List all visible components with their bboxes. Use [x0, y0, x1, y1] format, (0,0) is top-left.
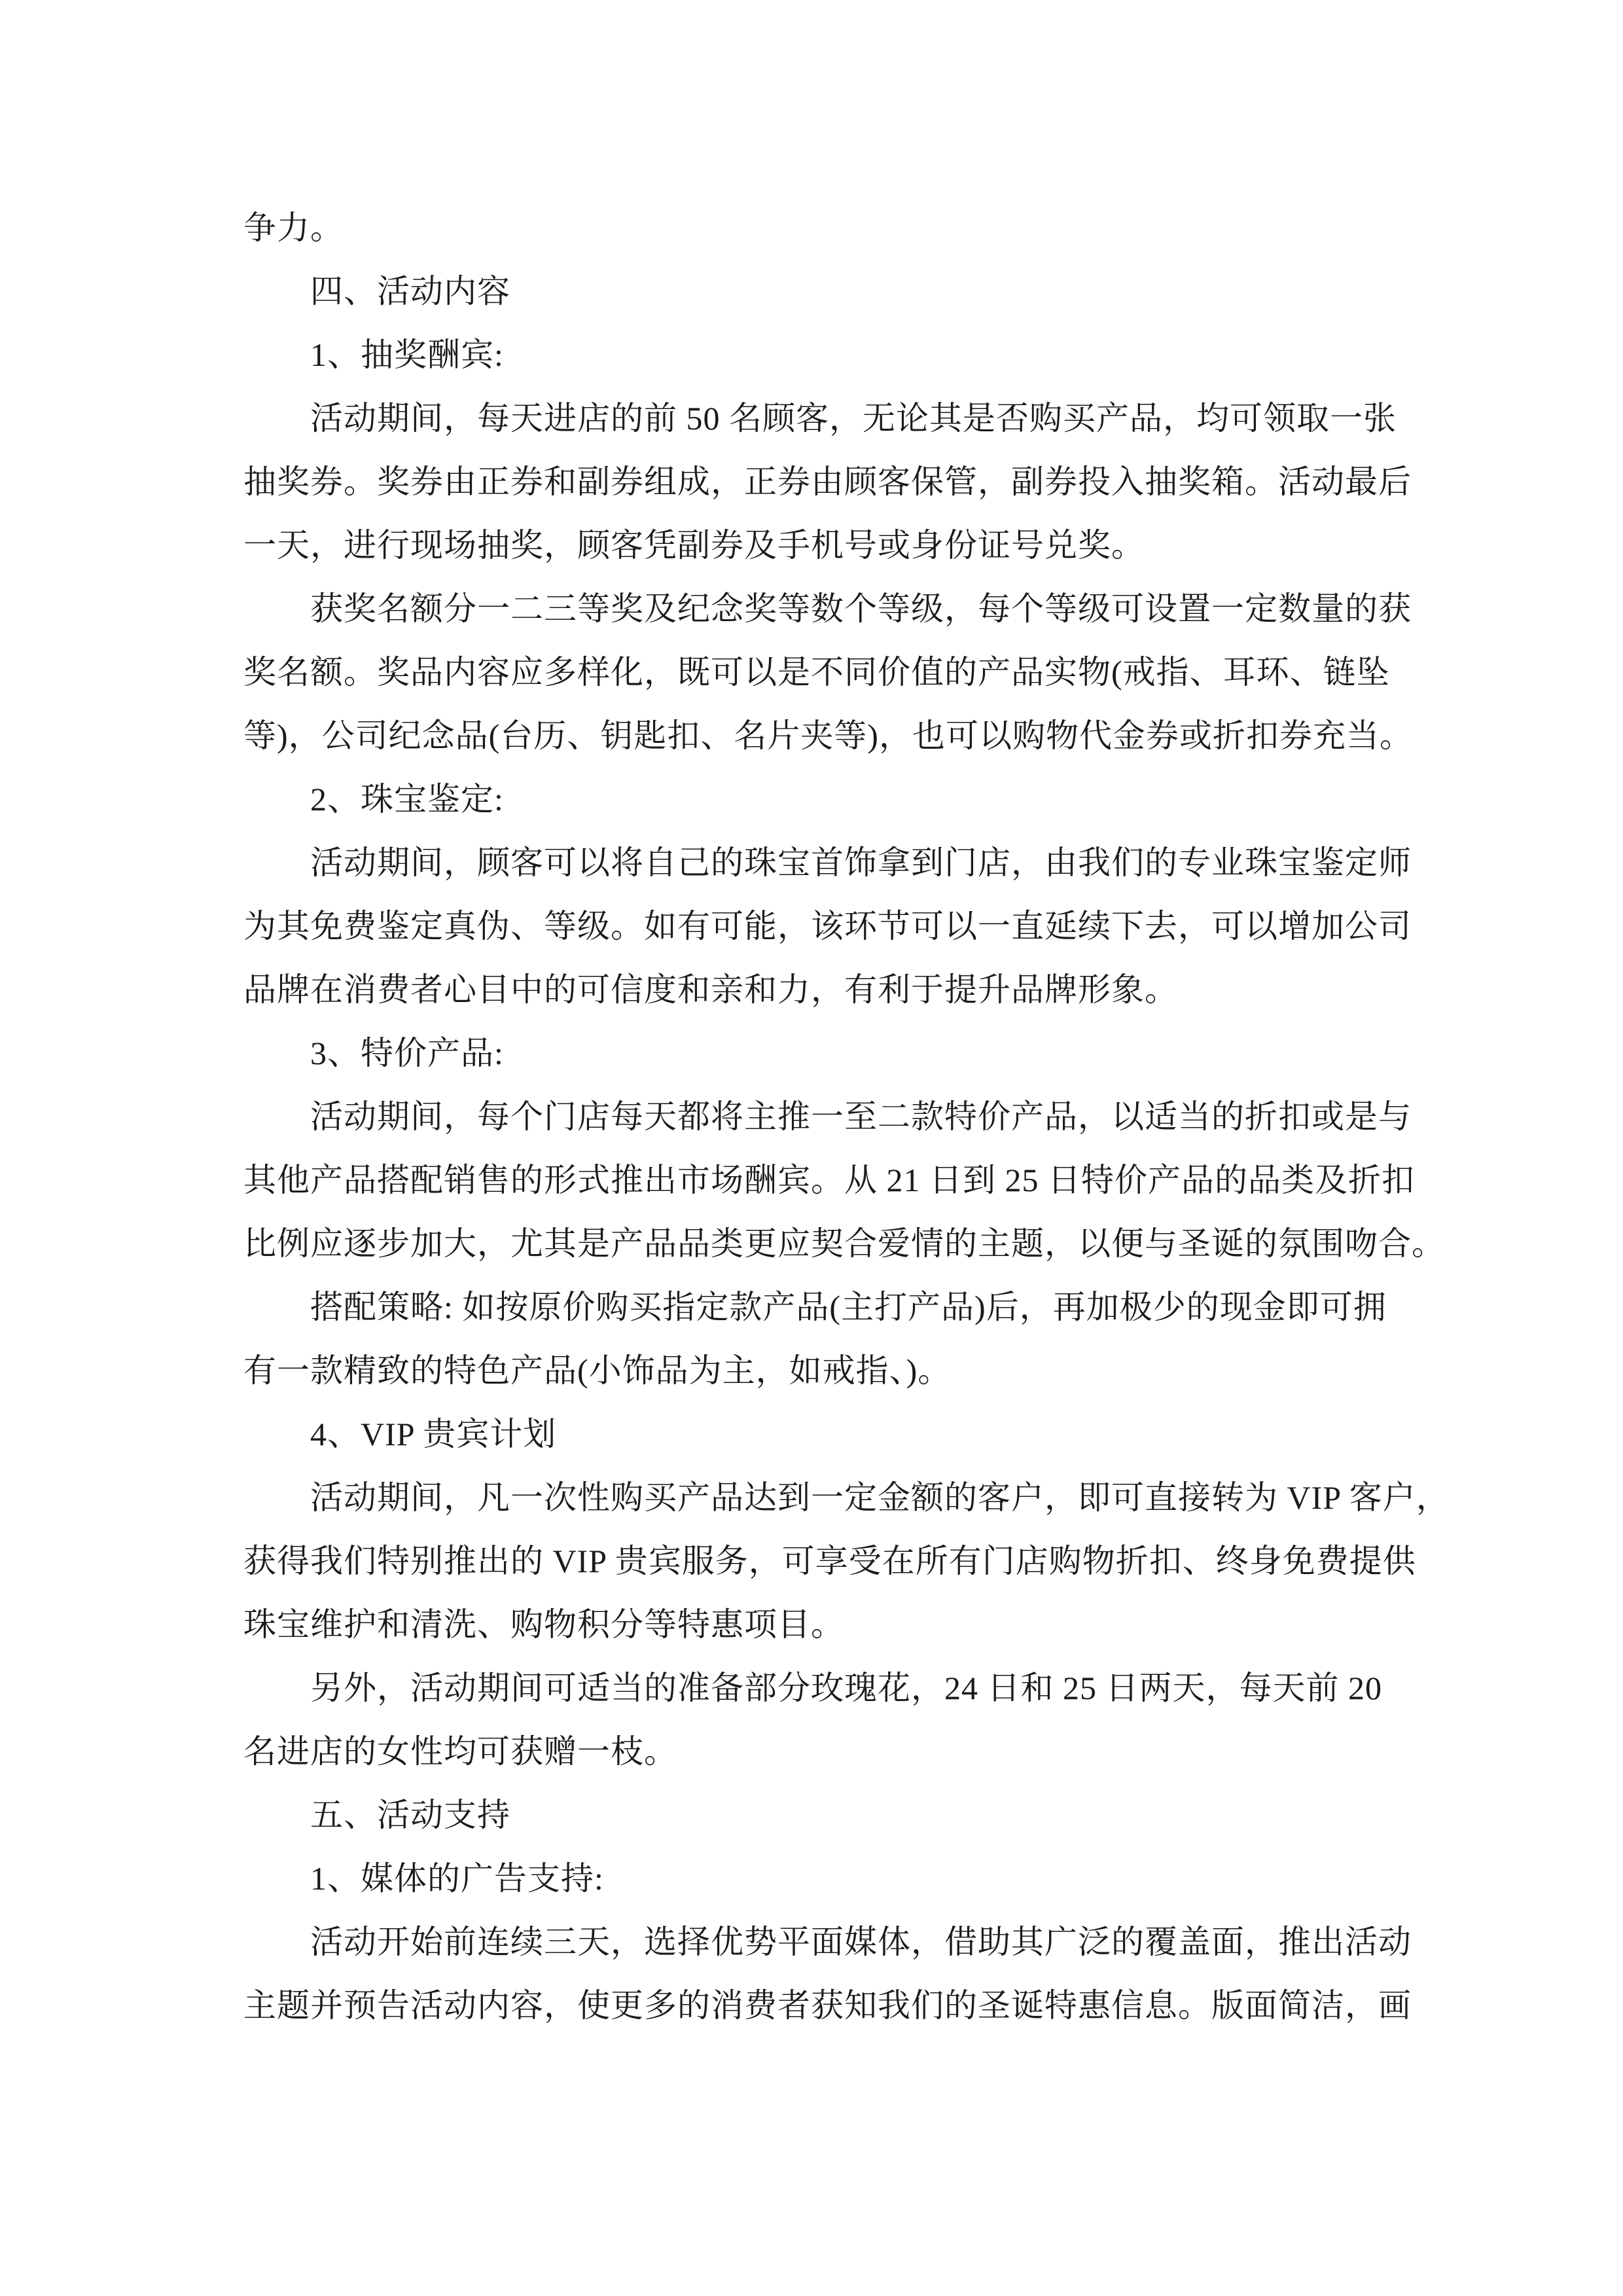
text-line: 有一款精致的特色产品(小饰品为主，如戒指、)。 — [243, 1352, 952, 1389]
text-line: 活动期间，每个门店每天都将主推一至二款特价产品，以适当的折扣或是与 — [310, 1098, 1412, 1135]
text-line: 另外，活动期间可适当的准备部分玫瑰花，24 日和 25 日两天，每天前 20 — [310, 1670, 1382, 1706]
text-line: 搭配策略: 如按原价购买指定款产品(主打产品)后，再加极少的现金即可拥 — [310, 1289, 1387, 1325]
text-line: 获奖名额分一二三等奖及纪念奖等数个等级，每个等级可设置一定数量的获 — [310, 590, 1412, 627]
text-line: 1、抽奖酬宾: — [310, 336, 504, 373]
text-line: 2、珠宝鉴定: — [310, 781, 504, 817]
text-line: 五、活动支持 — [310, 1797, 510, 1833]
text-line: 品牌在消费者心目中的可信度和亲和力，有利于提升品牌形象。 — [243, 971, 1178, 1008]
text-line: 主题并预告活动内容，使更多的消费者获知我们的圣诞特惠信息。版面简洁，画 — [243, 1987, 1412, 2024]
text-line: 为其免费鉴定真伪、等级。如有可能，该环节可以一直延续下去，可以增加公司 — [243, 908, 1412, 944]
text-line: 比例应逐步加大，尤其是产品品类更应契合爱情的主题，以便与圣诞的氛围吻合。 — [243, 1225, 1445, 1262]
text-line: 活动期间，顾客可以将自己的珠宝首饰拿到门店，由我们的专业珠宝鉴定师 — [310, 844, 1412, 881]
text-line: 其他产品搭配销售的形式推出市场酬宾。从 21 日到 25 日特价产品的品类及折扣 — [243, 1162, 1415, 1198]
text-line: 四、活动内容 — [310, 273, 510, 310]
text-line: 一天，进行现场抽奖，顾客凭副券及手机号或身份证号兑奖。 — [243, 527, 1145, 564]
text-line: 4、VIP 贵宾计划 — [310, 1416, 557, 1452]
text-line: 获得我们特别推出的 VIP 贵宾服务，可享受在所有门店购物折扣、终身免费提供 — [243, 1543, 1416, 1579]
document-text-body — [243, 196, 1450, 2037]
text-line: 活动期间，凡一次性购买产品达到一定金额的客户，即可直接转为 VIP 客户， — [310, 1479, 1450, 1516]
text-line: 名进店的女性均可获赠一枝。 — [243, 1733, 677, 1770]
text-line: 1、媒体的广告支持: — [310, 1860, 604, 1897]
text-line: 等)，公司纪念品(台历、钥匙扣、名片夹等)，也可以购物代金券或折扣券充当。 — [243, 717, 1413, 754]
text-line: 活动期间，每天进店的前 50 名顾客，无论其是否购买产品，均可领取一张 — [310, 400, 1397, 437]
text-line: 争力。 — [243, 209, 344, 246]
text-line: 珠宝维护和清洗、购物积分等特惠项目。 — [243, 1606, 844, 1643]
text-line: 3、特价产品: — [310, 1035, 504, 1071]
text-line: 抽奖券。奖券由正券和副券组成，正券由顾客保管，副券投入抽奖箱。活动最后 — [243, 463, 1412, 500]
text-line: 活动开始前连续三天，选择优势平面媒体，借助其广泛的覆盖面，推出活动 — [310, 1924, 1412, 1960]
text-line: 奖名额。奖品内容应多样化，既可以是不同价值的产品实物(戒指、耳环、链坠 — [243, 654, 1390, 691]
